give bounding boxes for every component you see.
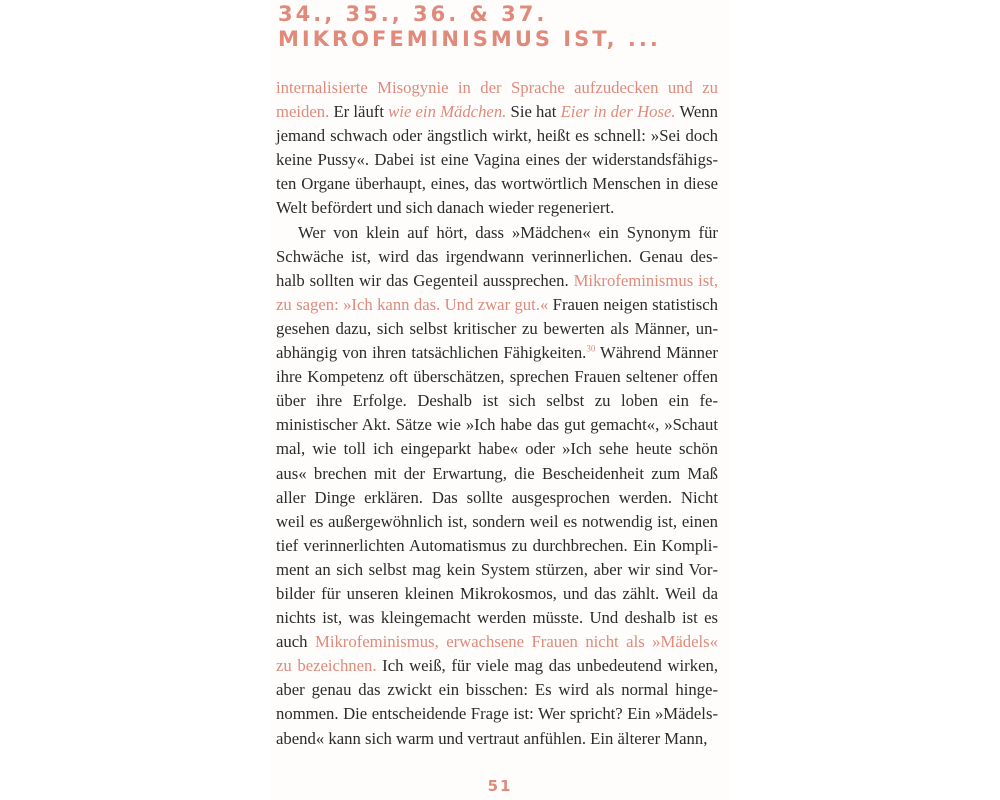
- text-run: Wer von klein auf hört, dass »Mädchen« ein Synonym für Schwäche ist, wird das irgendwann verinnerlichen. Genau deshalb sollten wir das Gegenteil aussprechen.: [276, 222, 718, 290]
- chapter-title: 34., 35., 36. & 37. MIKROFEMINISMUS IST, ...: [278, 2, 661, 51]
- highlight-phrase: Mikrofeminismus ist, zu sagen: »Ich kann das. Und zwar gut.«: [276, 270, 719, 314]
- highlight-italic-phrase: Eier in der Hose.: [560, 102, 676, 122]
- page-number: 51: [487, 777, 513, 795]
- paragraph-2: [276, 221, 718, 751]
- footnote-marker[interactable]: 30: [586, 343, 596, 354]
- paragraph-1: [276, 76, 718, 221]
- highlight-phrase: Mikrofeminismus, erwachsene Frauen nicht als »Mädels« zu bezeichnen.: [276, 632, 718, 676]
- body-text: [276, 76, 718, 751]
- highlight-italic-phrase: wie ein Mädchen.: [388, 102, 507, 122]
- highlight-phrase: internalisierte Misogynie in der Sprache aufzudecken und zu meiden.: [276, 78, 718, 122]
- text-run: Frauen neigen statistisch gesehen dazu, sich selbst kritischer zu bewerten als Männer, unabhängig von ihren tatsächlichen Fähigkeiten.: [276, 294, 718, 363]
- text-run: Sie hat: [506, 102, 561, 122]
- text-run: Er läuft: [329, 102, 389, 122]
- text-run: Während Männer ihre Kompetenz oft überschätzen, sprechen Frauen seltener offen über ihre Erfolge. Deshalb ist sich selbst zu loben ein feministischer Akt. Sätze wie »Ich habe das gut gemacht«, »Schaut mal, wie toll ich eingeparkt habe« oder »Ich sehe heute schön aus« brechen mit der Erwartung, die Bescheidenheit zum Maß aller Dinge erklären. Das sollte ausgesprochen werden. Nicht weil es außergewöhnlich ist, sondern weil es notwendig ist, einen tief verinnerlichten Automatismus zu durchbrechen. Ein Kompliment an sich selbst mag kein System stürzen, aber wir sind Vorbilder für unseren kleinen Mikrokosmos, und das zählt. Weil da nichts ist, was kleingemacht werden müsste. Und deshalb ist es auch: [276, 343, 718, 652]
- text-run: Ich weiß, für viele mag das unbedeutend wirken, aber genau das zwickt ein bisschen: Es wird als normal hingenommen. Die entscheidende Frage ist: Wer spricht? Ein »Mädelsabend« kann sich warm und vertraut anfühlen. Ein älterer Mann,: [276, 656, 718, 748]
- text-run: Wenn jemand schwach oder ängstlich wirkt, heißt es schnell: »Sei doch keine Pussy«. Dabei ist eine Vagina eines der widerstandsfähigsten Organe überhaupt, eines, das wortwörtlich Menschen in diese Welt befördert und sich danach wieder regeneriert.: [276, 102, 718, 218]
